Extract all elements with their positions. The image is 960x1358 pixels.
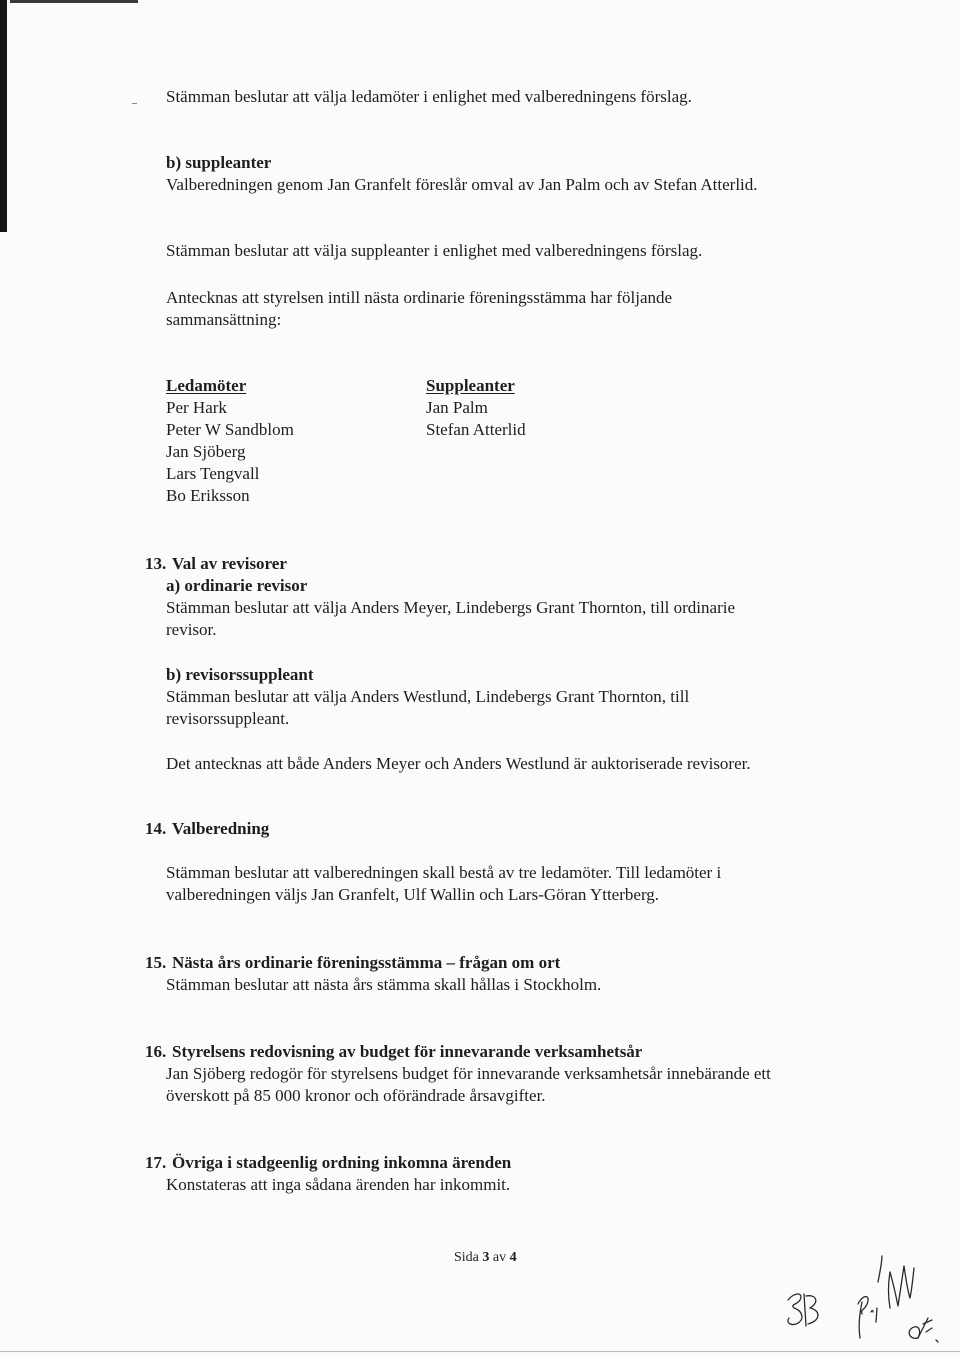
initials-mark-1: [788, 1294, 818, 1326]
section-16-number: 16.: [145, 1042, 167, 1061]
ledamoter-heading: Ledamöter: [166, 376, 247, 395]
scan-edge-top: [10, 0, 138, 3]
section-14-number: 14.: [145, 819, 167, 838]
section-14-title: Valberedning: [172, 819, 270, 838]
paragraph-ledamoter-decision: Stämman beslutar att välja ledamöter i enlighet med valberedningens förslag.: [166, 87, 692, 106]
section-15-text: Stämman beslutar att nästa års stämma skall hållas i Stockholm.: [166, 975, 602, 994]
paragraph-board-note-line1: Antecknas att styrelsen intill nästa ordinarie föreningsstämma har följande: [166, 288, 673, 307]
initials-signatures: [770, 1252, 950, 1350]
suppleanter-heading: Suppleanter: [426, 376, 515, 395]
page-number-total: 4: [509, 1250, 517, 1265]
section-13a-text-line1: Stämman beslutar att välja Anders Meyer, Lindebergs Grant Thornton, till ordinarie: [166, 598, 735, 617]
ledamot-name: Jan Sjöberg: [166, 442, 246, 461]
section-13-title: Val av revisorer: [172, 554, 287, 573]
heading-suppleanter: b) suppleanter: [166, 153, 272, 172]
section-13b-heading: b) revisorssuppleant: [166, 665, 314, 684]
section-13a-heading: a) ordinarie revisor: [166, 576, 308, 595]
ledamot-name: Peter W Sandblom: [166, 420, 294, 439]
page-number-footer: [454, 1249, 517, 1267]
section-16-text-line2: överskott på 85 000 kronor och oförändrade årsavgifter.: [166, 1086, 546, 1105]
section-17-title: Övriga i stadgeenlig ordning inkomna ärenden: [172, 1153, 512, 1172]
page-number-current: 3: [482, 1250, 490, 1265]
suppleant-name: Jan Palm: [426, 398, 488, 417]
section-15-number: 15.: [145, 953, 167, 972]
section-13-note: Det antecknas att både Anders Meyer och Anders Westlund är auktoriserade revisorer.: [166, 754, 751, 773]
section-17-number: 17.: [145, 1153, 167, 1172]
section-13a-text-line2: revisor.: [166, 620, 217, 639]
scan-edge-left: [0, 0, 7, 232]
suppleant-name: Stefan Atterlid: [426, 420, 526, 439]
section-14-text-line1: Stämman beslutar att valberedningen skall bestå av tre ledamöter. Till ledamöter i: [166, 863, 722, 882]
page-number-middle: av: [492, 1250, 507, 1265]
paragraph-suppleanter-proposal: Valberedningen genom Jan Granfelt föreslår omval av Jan Palm och av Stefan Atterlid.: [166, 175, 758, 194]
section-13b-text-line1: Stämman beslutar att välja Anders Westlund, Lindebergs Grant Thornton, till: [166, 687, 690, 706]
initials-mark-3: [889, 1266, 915, 1308]
section-17-text: Konstateras att inga sådana ärenden har inkommit.: [166, 1175, 511, 1194]
paragraph-board-note-line2: sammansättning:: [166, 310, 282, 329]
ledamot-name: Per Hark: [166, 398, 227, 417]
section-13-number: 13.: [145, 554, 167, 573]
section-13b-text-line2: revisorssuppleant.: [166, 709, 290, 728]
scan-speck: [132, 103, 137, 104]
scan-edge-bottom: [0, 1351, 960, 1352]
initials-mark-4: [909, 1318, 938, 1342]
section-14-text-line2: valberedningen väljs Jan Granfelt, Ulf Wallin och Lars-Göran Ytterberg.: [166, 885, 660, 904]
ledamot-name: Bo Eriksson: [166, 486, 250, 505]
section-15-title: Nästa års ordinarie föreningsstämma – frågan om ort: [172, 953, 561, 972]
initials-mark-2: [858, 1256, 882, 1338]
ledamot-name: Lars Tengvall: [166, 464, 260, 483]
section-16-title: Styrelsens redovisning av budget för innevarande verksamhetsår: [172, 1042, 643, 1061]
paragraph-suppleanter-decision: Stämman beslutar att välja suppleanter i enlighet med valberedningens förslag.: [166, 241, 703, 260]
page-number-prefix: Sida: [454, 1250, 479, 1265]
section-16-text-line1: Jan Sjöberg redogör för styrelsens budget för innevarande verksamhetsår innebärande ett: [166, 1064, 771, 1083]
